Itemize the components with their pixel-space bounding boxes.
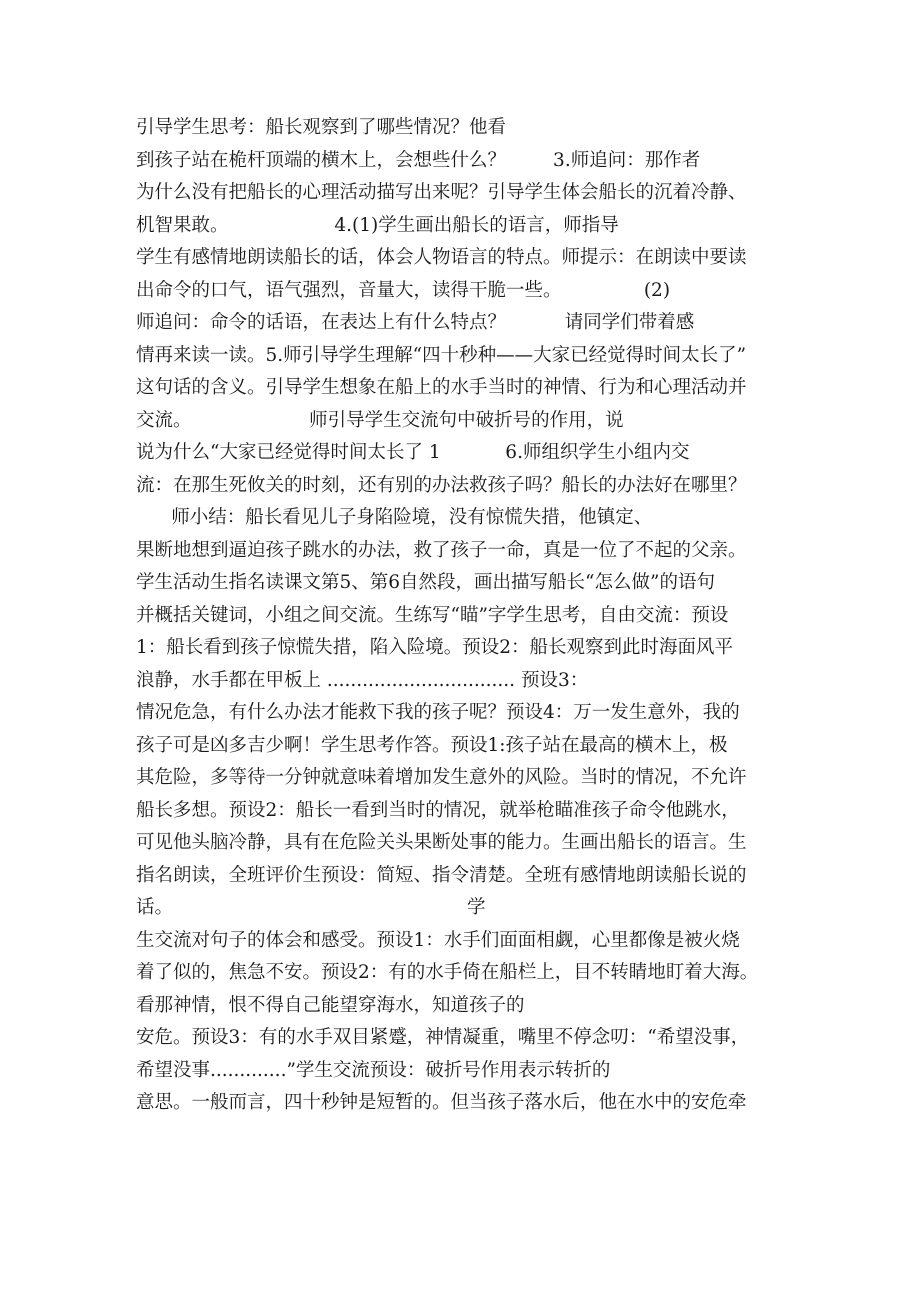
text-line: 为什么没有把船长的心理活动描写出来呢？引导学生体会船长的沉着冷静、 [136, 182, 747, 203]
text-line: 说为什么“大家已经觉得时间太长了 1 6.师组织学生小组内交 [136, 442, 690, 463]
text-line: 果断地想到逼迫孩子跳水的办法，救了孩子一命，真是一位了不起的父亲。 [136, 539, 747, 561]
text-line: 着了似的，焦急不安。预设2：有的水手倚在船栏上，目不转睛地盯着大海。 [136, 962, 759, 983]
text-line: 意思。一般而言，四十秒钟是短暂的。但当孩子落水后，他在水中的安危牵 [136, 1092, 747, 1113]
text-line: 情况危急，有什么办法才能救下我的孩子呢？预设4：万一发生意外，我的 [136, 702, 740, 723]
text-line: 这句话的含义。引导学生想象在船上的水手当时的神情、行为和心理活动并 [136, 377, 747, 398]
text-line: 安危。预设3：有的水手双目紧蹙，神情凝重，嘴里不停念叨：“希望没事， [136, 1027, 750, 1048]
text-line: 流：在那生死攸关的时刻，还有别的办法救孩子吗？船长的办法好在哪里？ [136, 474, 747, 496]
text-line: 引导学生思考：船长观察到了哪些情况？他看 [136, 117, 507, 138]
text-line: 希望没事.............”学生交流预设：破折号作用表示转折的 [136, 1059, 611, 1081]
text-line: 交流。 师引导学生交流句中破折号的作用，说 [136, 409, 624, 431]
text-line: 生交流对句子的体会和感受。预设1：水手们面面相觑，心里都像是被火烧 [136, 929, 740, 951]
text-line: 看那神情，恨不得自己能望穿海水，知道孩子的 [136, 994, 525, 1016]
text-line: 其危险，多等待一分钟就意味着增加发生意外的风险。当时的情况，不允许 [136, 767, 747, 788]
text-line: 出命令的口气，语气强烈，音量大，读得干脆一些。 (2) [136, 279, 671, 301]
text-line: 情再来读一读。5.师引导学生理解“四十秒种——大家已经觉得时间太长了” [136, 344, 747, 366]
text-line: 机智果敢。 4.(1)学生画出船长的语言，师指导 [136, 214, 619, 236]
text-line: 话。 学 [136, 897, 486, 918]
text-line: 师追问：命令的话语，在表达上有什么特点？ 请同学们带着感 [136, 312, 695, 333]
text-line: 指名朗读，全班评价生预设：简短、指令清楚。全班有感情地朗读船长说的 [136, 864, 747, 886]
text-line: 到孩子站在桅杆顶端的横木上，会想些什么？ 3.师追问：那作者 [136, 149, 701, 171]
body-text [136, 112, 816, 1120]
text-line: 1：船长看到孩子惊慌失措，陷入险境。预设2：船长观察到此时海面风平 [136, 637, 734, 658]
text-line: 师小结：船长看见儿子身陷险境，没有惊慌失措，他镇定、 [136, 507, 653, 528]
text-line: 浪静，水手都在甲板上 ................................ 预设3： [136, 669, 589, 691]
text-line: 学生活动生指名读课文第5、第6自然段，画出描写船长“怎么做”的语句 [136, 572, 715, 593]
text-line: 船长多想。预设2：船长一看到当时的情况，就举枪瞄准孩子命令他跳水， [136, 799, 740, 821]
text-line: 学生有感情地朗读船长的话，体会人物语言的特点。师提示：在朗读中要读 [136, 247, 747, 268]
text-line: 孩子可是凶多吉少啊！学生思考作答。预设1:孩子站在最高的横木上，极 [136, 734, 728, 756]
text-line: 并概括关键词，小组之间交流。生练写“瞄”字学生思考，自由交流：预设 [136, 604, 729, 626]
text-line: 可见他头脑冷静，具有在危险关头果断处事的能力。生画出船长的语言。生 [136, 832, 747, 853]
